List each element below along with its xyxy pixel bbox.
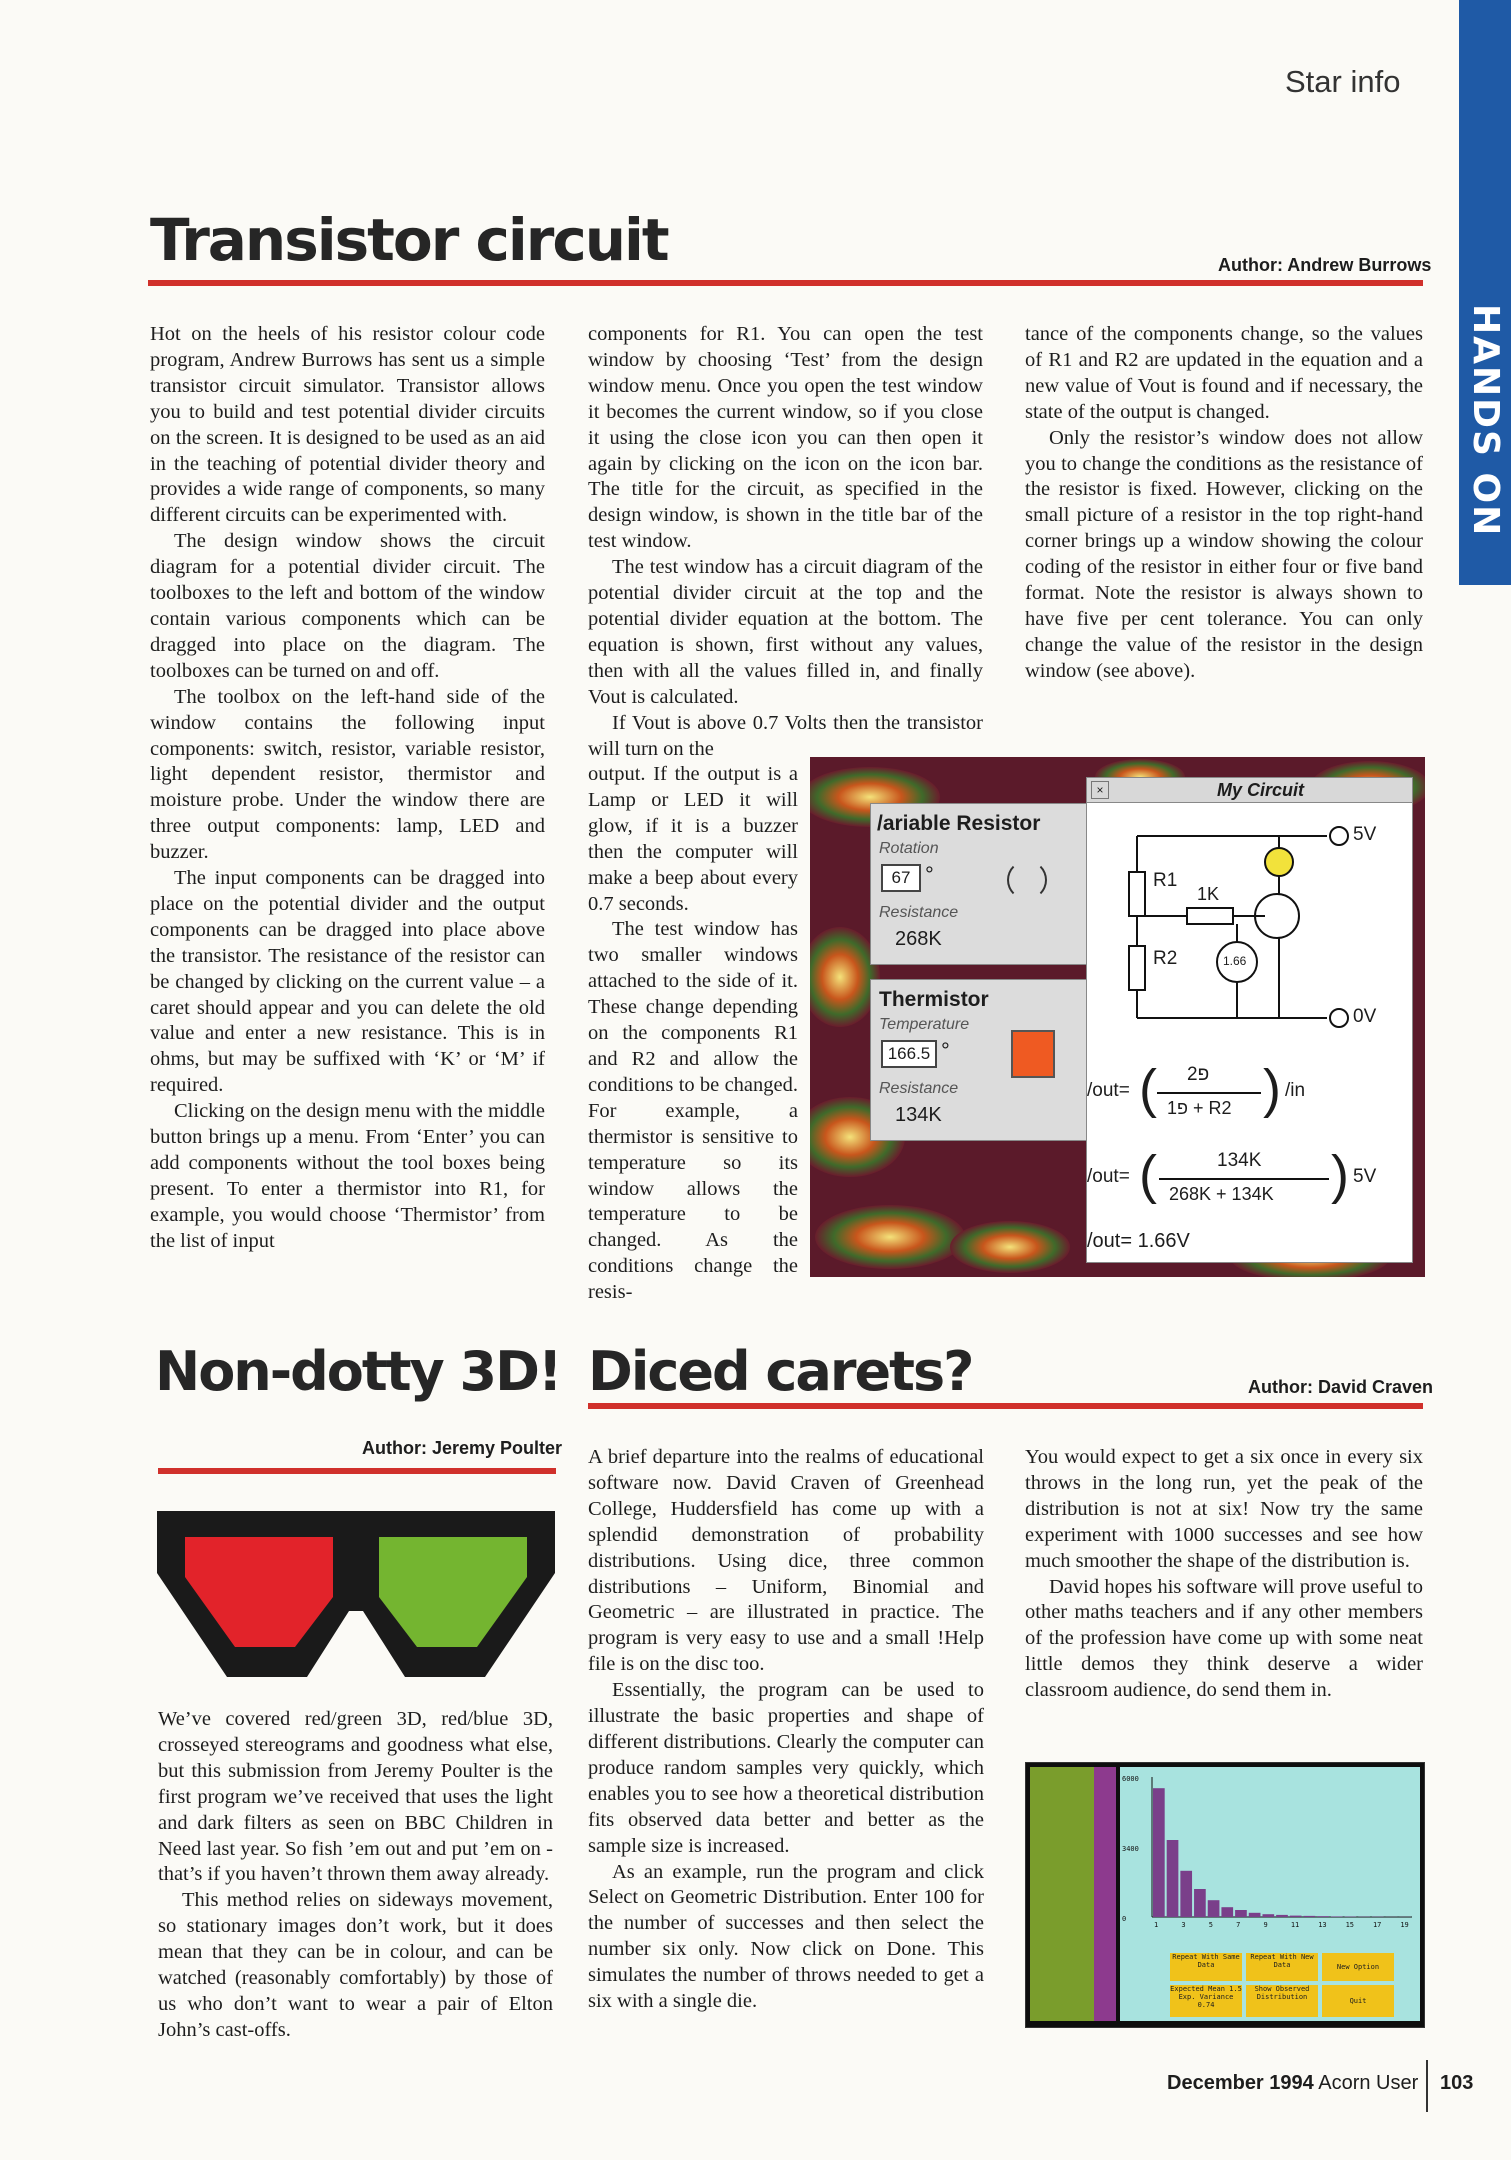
- left-paren: (: [1139, 1059, 1157, 1119]
- rotation-label: Rotation: [879, 840, 939, 857]
- quit-button[interactable]: Quit: [1322, 1985, 1394, 2017]
- paragraph: components for R1. You can open the test window by choosing ‘Test’ from the design window menu. Once you open the test window it becomes the current window, so if you close it using the close icon you can then open it again by clicking on the icon on the icon bar. The title for the circuit, as specified in the design window, is shown in the title bar of the test window.: [588, 323, 983, 553]
- equation-3: /out= 1.66V: [1087, 1230, 1190, 1252]
- paragraph: The test window has two smaller windows attached to the side of it. These change depending on the components R1 and R2 and allow the conditions to be changed. For example, a thermistor is sensitive to temperature so its window allows the temperature to be changed. As the conditions change the resis-: [588, 918, 798, 1304]
- histogram-bar: [1262, 1914, 1274, 1917]
- article-author: Author: Jeremy Poulter: [362, 1438, 563, 1458]
- x-tick-label: 19: [1400, 1921, 1409, 1929]
- therm-resistance-value: 134K: [895, 1104, 942, 1126]
- degree-symbol: °: [941, 1038, 950, 1063]
- eq-denominator: 268K + 134K: [1169, 1184, 1274, 1204]
- x-tick-label: 9: [1263, 1921, 1268, 1929]
- 3d-glasses-image: [155, 1507, 557, 1689]
- transistor-col1: [150, 322, 545, 1255]
- histogram-bar: [1290, 1916, 1302, 1917]
- article-author: Author: David Craven: [1248, 1377, 1434, 1397]
- transistor-col2-narrow: [588, 762, 798, 1306]
- histogram-bar: [1180, 1871, 1192, 1917]
- probability-screenshot: [1025, 1762, 1425, 2028]
- histogram-bar: [1317, 1916, 1329, 1917]
- resistance-label: Resistance: [879, 904, 959, 921]
- rotation-input[interactable]: 67: [881, 864, 921, 892]
- eq-right: /in: [1285, 1080, 1306, 1101]
- footer-date: [1167, 2072, 1418, 2095]
- hands-on-label: [1458, 304, 1511, 358]
- equation-2: [1087, 1146, 1412, 1212]
- k1-label: 1K: [1197, 884, 1220, 904]
- paragraph: The test window has a circuit diagram of the potential divider circuit at the top and the potential divider equation at the bottom. The equation is shown, first without any values, then with all the values filled in, and finally Vout is calculated.: [588, 556, 983, 708]
- histogram-bar: [1304, 1916, 1316, 1917]
- fraction-bar: [1157, 1092, 1261, 1094]
- chart-panel: [1120, 1767, 1420, 2021]
- nondotty-body: [158, 1707, 553, 2044]
- histogram-bar: [1276, 1915, 1288, 1917]
- expected-mean-box: Expected Mean 1.5 Exp. Variance 0.74: [1170, 1985, 1242, 2017]
- supply-0v: 0V: [1353, 1006, 1377, 1027]
- paragraph: As an example, run the program and click Select on Geometric Distribution. Enter 100 for the number of successes and then select the number six only. Now click on Done. This simulates the number of throws needed to get a six with a single die.: [588, 1860, 984, 2013]
- transistor-col3: [1025, 322, 1423, 685]
- histogram-bar: [1221, 1907, 1233, 1917]
- magazine-name: Acorn User: [1318, 2072, 1419, 2094]
- histogram-bar: [1167, 1840, 1179, 1917]
- paragraph: If Vout is above 0.7 Volts then the transistor will turn on the: [588, 711, 983, 760]
- my-circuit-window[interactable]: [1086, 777, 1413, 1263]
- x-tick-label: 7: [1236, 1921, 1241, 1929]
- paragraph: output. If the output is a Lamp or LED it will glow, if it is a buzzer then the computer will make a beep about every 0.7 seconds.: [588, 763, 798, 915]
- article-title: Diced carets?: [588, 1340, 973, 1403]
- window-title: Thermistor: [879, 988, 989, 1011]
- histogram-bar: [1153, 1788, 1165, 1917]
- repeat-same-button[interactable]: Repeat With Same Data: [1170, 1953, 1242, 1981]
- eq-left: /out=: [1087, 1080, 1130, 1101]
- title-rule: [588, 1403, 1423, 1409]
- temperature-swatch: [1011, 1030, 1055, 1078]
- histogram-bar: [1194, 1889, 1206, 1917]
- title-rule: [148, 280, 1423, 286]
- x-tick-label: 5: [1208, 1921, 1213, 1929]
- green-sidebar: [1030, 1767, 1094, 2021]
- paragraph: The toolbox on the left-hand side of the window contains the following input components: switch, resistor, variable resistor, light dependent resistor, thermistor and moisture probe. Under the window there are three output components: lamp, LED and buzzer.: [150, 685, 545, 864]
- issue-date: December 1994: [1167, 2072, 1314, 2094]
- paragraph: tance of the components change, so the values of R1 and R2 are updated in the equation and a new value of Vout is found and if necessary, the state of the output is changed.: [1025, 323, 1423, 423]
- resistance-value: 268K: [895, 928, 942, 950]
- show-observed-button[interactable]: Show Observed Distribution: [1246, 1985, 1318, 2017]
- distribution-chart: [1120, 1767, 1420, 1947]
- left-paren: (: [1139, 1145, 1157, 1205]
- eq-denominator: פ1 + R2: [1167, 1098, 1232, 1118]
- therm-resistance-label: Resistance: [879, 1080, 959, 1097]
- page-number: 103: [1440, 2072, 1474, 2094]
- y-tick-label: 6000: [1122, 1775, 1139, 1783]
- x-tick-label: 3: [1181, 1921, 1186, 1929]
- eq-right: 5V: [1353, 1166, 1377, 1187]
- eq-numerator: 134K: [1217, 1150, 1262, 1171]
- paragraph: We’ve covered red/green 3D, red/blue 3D, crosseyed stereograms and goodness what else, but this submission from Jeremy Poulter is the first program we’ve received that uses the light and dark filters as seen on BBC Children in Need last year. So fish ’em out and put ’em on - that’s if you haven’t thrown them away already.: [158, 1708, 553, 1886]
- x-tick-label: 1: [1154, 1921, 1159, 1929]
- temperature-input[interactable]: 166.5: [881, 1040, 937, 1068]
- paragraph: This method relies on sideways movement, so stationary images don’t work, but it does mean that they can be in colour, and can be watched (reasonably comfortably) by those of us who don’t want to wear a pair of Elton John’s cast-offs.: [158, 1889, 553, 2041]
- title-rule: [158, 1468, 556, 1474]
- paragraph: Clicking on the design menu with the middle button brings up a menu. From ‘Enter’ you can add components without the tool boxes being present. To enter a thermistor into R1, for example, you would choose ‘Thermistor’ from the list of input: [150, 1100, 545, 1252]
- title-bar[interactable]: [1087, 778, 1412, 803]
- paragraph: Only the resistor’s window does not allow you to change the conditions as the resistance of the resistor is fixed. However, clicking on the small picture of a resistor in the top right-hand corner brings up a window showing the colour coding of the resistor in either four or five band format. Note the resistor is always shown to have five per cent tolerance. You can only change the value of the resistor in the design window (see above).: [1025, 426, 1423, 682]
- article-author: Author: Andrew Burrows: [1218, 255, 1432, 275]
- right-paren: ): [1263, 1059, 1281, 1119]
- transistor-col2: [588, 322, 983, 762]
- paragraph: The design window shows the circuit diagram for a potential divider circuit. The toolboxes to the left and bottom of the window contain various components which can be dragged into place on the diagram. The toolboxes can be turned on and off.: [150, 530, 545, 682]
- section-label: Star info: [1285, 64, 1401, 99]
- paragraph: Hot on the heels of his resistor colour code program, Andrew Burrows has sent us a simple transistor circuit simulator. Transistor allows you to build and test potential divider circuits on the screen. It is designed to be used as an aid in the teaching of potential divider theory and provides a wide range of components, so many different circuits can be experimented with.: [150, 323, 545, 527]
- eq-left: /out=: [1087, 1166, 1130, 1187]
- footer-divider: [1426, 2060, 1428, 2112]
- histogram-bar: [1235, 1910, 1247, 1917]
- article-title: Non-dotty 3D!: [155, 1340, 561, 1403]
- paragraph: A brief departure into the realms of educational software now. David Craven of Greenhead College, Huddersfield has come up with a splendid demonstration of probability distributions. Using dice, three common distributions – Uniform, Binomial and Geometric – are illustrated in practice. The program is very easy to use and a small !Help file is on the disc too.: [588, 1446, 984, 1676]
- histogram-bar: [1249, 1913, 1261, 1917]
- right-paren: ): [1331, 1145, 1349, 1205]
- diced-col1: [588, 1445, 984, 2015]
- temperature-label: Temperature: [879, 1016, 970, 1033]
- thermistor-window[interactable]: [870, 979, 1088, 1141]
- new-option-button[interactable]: New Option: [1322, 1953, 1394, 1981]
- close-icon[interactable]: ×: [1091, 781, 1109, 799]
- x-tick-label: 11: [1290, 1921, 1300, 1929]
- y-tick-label: 3400: [1122, 1845, 1139, 1853]
- equation-1: [1087, 1060, 1412, 1126]
- meter-reading: 1.66: [1223, 954, 1247, 968]
- repeat-new-button[interactable]: Repeat With New Data: [1246, 1953, 1318, 1981]
- window-title: My Circuit: [1217, 780, 1305, 800]
- r2-label: R2: [1153, 948, 1178, 969]
- degree-symbol: °: [925, 862, 934, 887]
- histogram-bar: [1331, 1916, 1343, 1917]
- circuit-screenshot: [810, 757, 1425, 1277]
- eq-numerator: פ2: [1187, 1064, 1210, 1085]
- article-title: Transistor circuit: [150, 206, 668, 274]
- paragraph: The input components can be dragged into place on the potential divider and the output components can be dragged into place above the transistor. The resistance of the resistor can be changed by clicking on the current value – a caret should appear and you can delete the old value and enter a new resistance. This is in ohms, but may be suffixed with ‘K’ or ‘M’ if required.: [150, 867, 545, 1097]
- paragraph: You would expect to get a six once in every six throws in the long run, yet the peak of the distribution is not at six! Now try the same experiment with 1000 successes and see how much smoother the shape of the distribution is.: [1025, 1446, 1423, 1572]
- rotate-knob-icon[interactable]: [1007, 860, 1047, 900]
- r1-label: R1: [1153, 870, 1178, 891]
- fraction-bar: [1159, 1178, 1329, 1180]
- variable-resistor-window[interactable]: [870, 803, 1088, 965]
- window-title: /ariable Resistor: [877, 812, 1041, 835]
- y-tick-label: 0: [1122, 1915, 1127, 1923]
- x-tick-label: 13: [1318, 1921, 1327, 1929]
- purple-sidebar: [1094, 1767, 1116, 2021]
- histogram-bar: [1208, 1900, 1220, 1917]
- supply-5v: 5V: [1353, 824, 1377, 845]
- x-tick-label: 15: [1345, 1921, 1355, 1929]
- diced-col2: [1025, 1445, 1423, 1704]
- x-tick-label: 17: [1372, 1921, 1382, 1929]
- paragraph: Essentially, the program can be used to illustrate the basic properties and shape of different distributions. Clearly the computer can produce random samples very quickly, which enables you to see how a theoretical distribution fits observed data better and better as the sample size is increased.: [588, 1679, 984, 1857]
- paragraph: David hopes his software will prove useful to other maths teachers and if any other members of the profession have come up with some neat little demos they think deserve a wider classroom audience, do send them in.: [1025, 1575, 1423, 1702]
